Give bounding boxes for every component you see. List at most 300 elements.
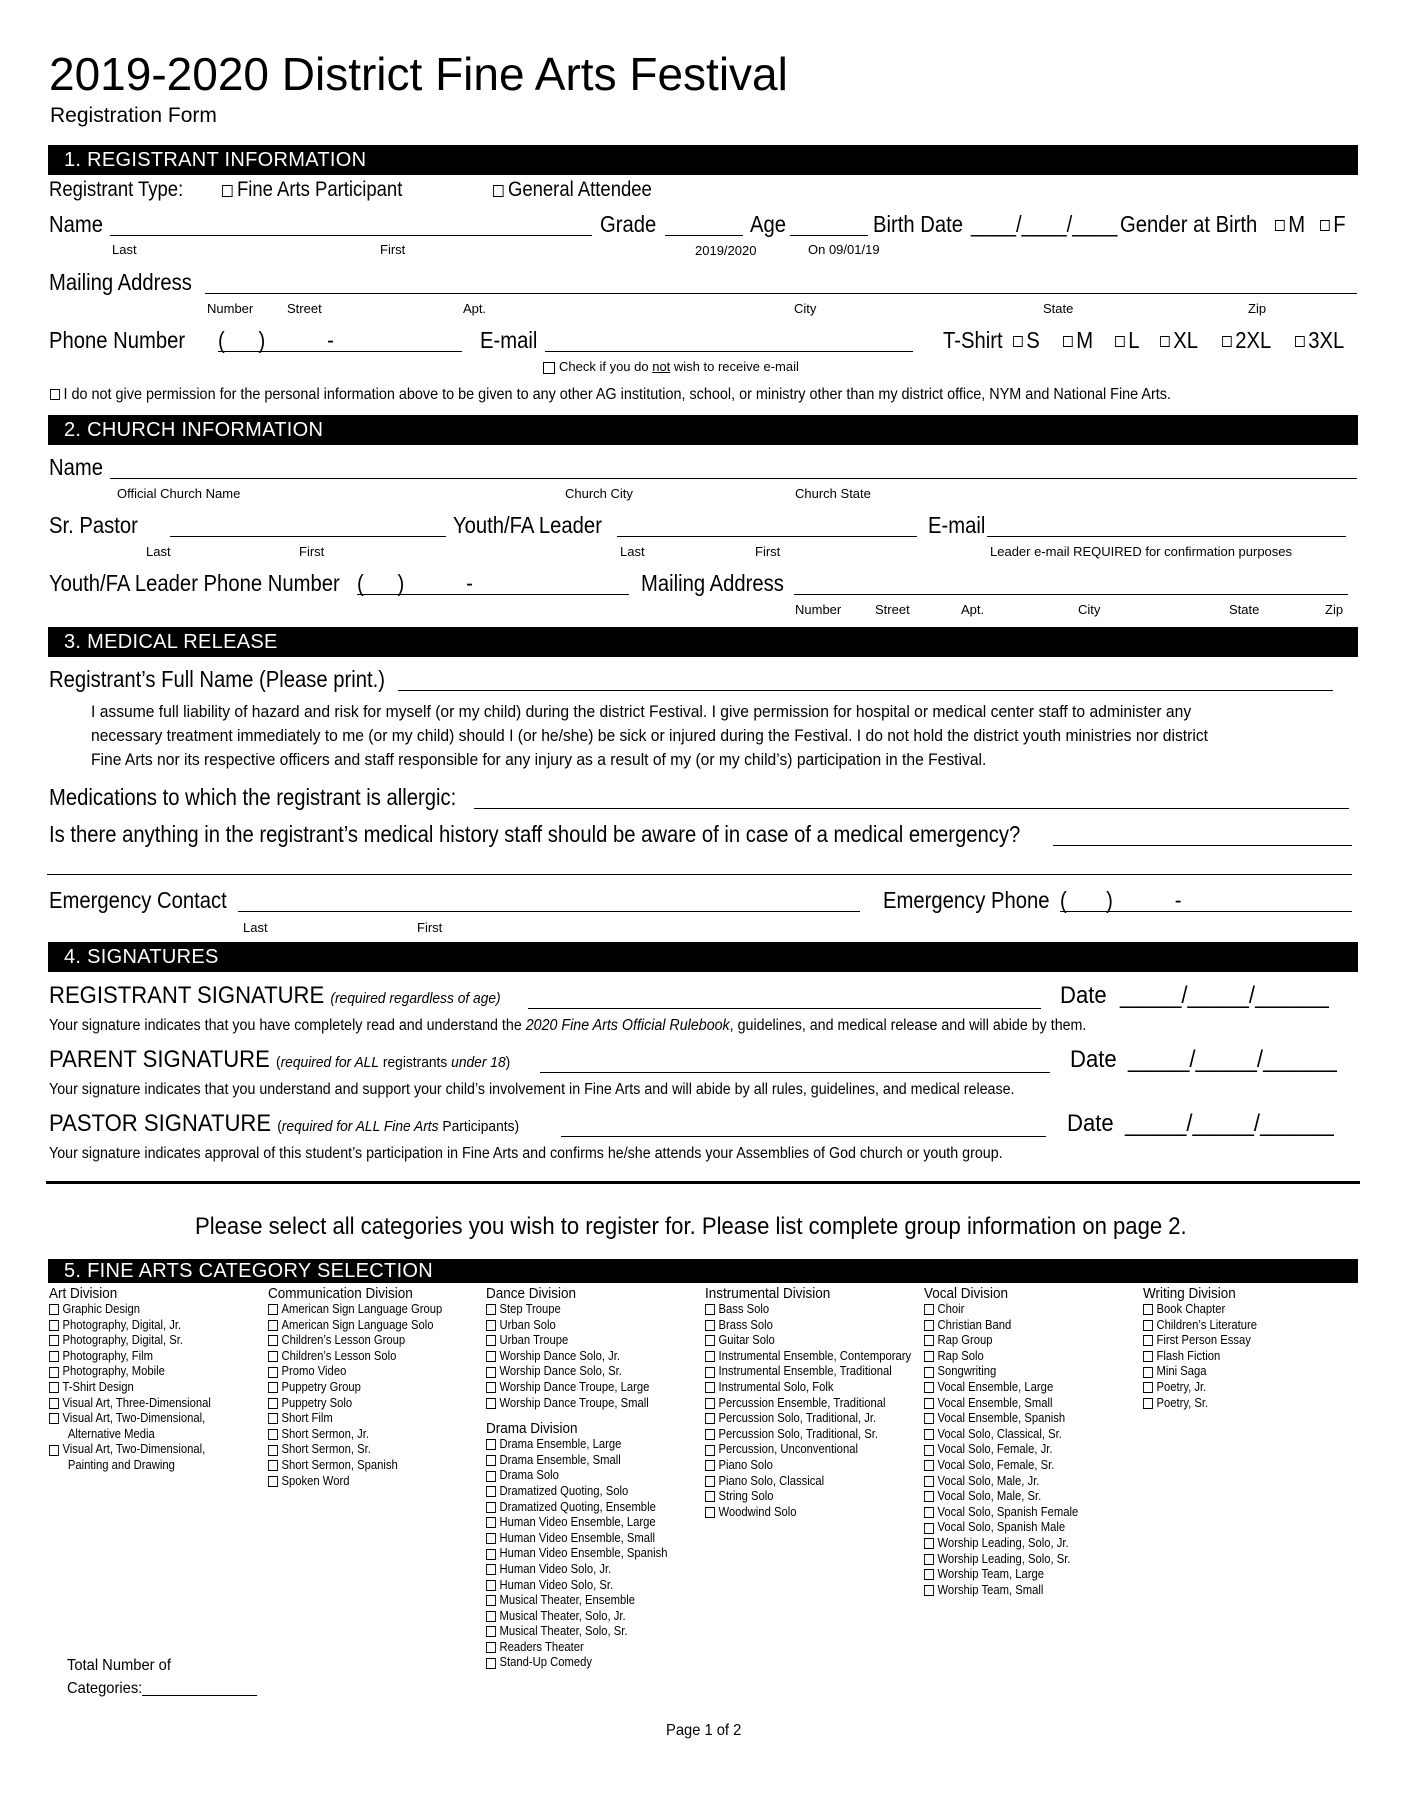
category-item[interactable]: American Sign Language Group — [268, 1302, 442, 1318]
privacy-checkbox[interactable] — [50, 389, 60, 400]
category-checkbox[interactable] — [486, 1455, 496, 1466]
sub-church-zip: Zip — [1325, 602, 1344, 617]
category-checkbox[interactable] — [705, 1367, 715, 1378]
category-checkbox[interactable] — [1143, 1351, 1153, 1362]
vocal-division-heading: Vocal Division — [924, 1285, 1009, 1302]
category-checkbox[interactable] — [924, 1398, 934, 1409]
size-xl-checkbox[interactable] — [1160, 336, 1170, 347]
category-checkbox[interactable] — [268, 1445, 278, 1456]
category-item[interactable]: Drama Ensemble, Large — [486, 1437, 668, 1453]
email-optout-checkbox[interactable] — [543, 362, 555, 374]
emergency-contact-field[interactable] — [238, 911, 860, 912]
sub-church-state2: State — [1229, 602, 1260, 617]
category-item[interactable]: Musical Theater, Solo, Jr. — [486, 1609, 668, 1625]
category-item[interactable]: Piano Solo, Classical — [705, 1474, 911, 1490]
category-item[interactable]: Woodwind Solo — [705, 1505, 911, 1521]
sub-leader-first: First — [755, 544, 781, 559]
category-checkbox[interactable] — [49, 1304, 59, 1315]
category-checkbox[interactable] — [49, 1335, 59, 1346]
category-checkbox[interactable] — [705, 1491, 715, 1502]
category-checkbox[interactable] — [486, 1658, 496, 1669]
category-item[interactable]: Rap Group — [924, 1333, 1078, 1349]
category-item[interactable]: Worship Dance Solo, Jr. — [486, 1349, 668, 1365]
category-item[interactable]: Vocal Solo, Spanish Male — [924, 1520, 1078, 1536]
category-item[interactable]: Photography, Mobile — [49, 1364, 211, 1380]
category-checkbox[interactable] — [486, 1611, 496, 1622]
category-checkbox[interactable] — [486, 1382, 496, 1393]
parent-date-field[interactable]: _____/_____/______ — [1128, 1046, 1337, 1073]
category-item[interactable]: Vocal Solo, Female, Sr. — [924, 1458, 1078, 1474]
category-checkbox[interactable] — [49, 1445, 59, 1456]
category-checkbox[interactable] — [924, 1304, 934, 1315]
category-checkbox[interactable] — [705, 1445, 715, 1456]
size-2xl-checkbox[interactable] — [1222, 336, 1232, 347]
registrant-signature-field[interactable] — [528, 1008, 1041, 1009]
category-checkbox[interactable] — [924, 1585, 934, 1596]
category-item[interactable]: American Sign Language Solo — [268, 1318, 442, 1334]
option-fine-arts-participant[interactable]: Fine Arts Participant — [222, 176, 402, 204]
tshirt-size-l[interactable]: L — [1115, 326, 1139, 354]
size-s-checkbox[interactable] — [1013, 336, 1023, 347]
category-checkbox[interactable] — [486, 1580, 496, 1591]
sub-church-apt: Apt. — [961, 602, 985, 617]
category-checkbox[interactable] — [924, 1351, 934, 1362]
art-division — [49, 1285, 229, 1474]
category-item[interactable]: Worship Dance Troupe, Large — [486, 1380, 668, 1396]
category-item[interactable]: Vocal Solo, Female, Jr. — [924, 1442, 1078, 1458]
category-checkbox[interactable] — [486, 1642, 496, 1653]
youth-leader-label: Youth/FA Leader — [453, 512, 602, 538]
category-checkbox[interactable] — [705, 1351, 715, 1362]
category-item[interactable]: Puppetry Group — [268, 1380, 442, 1396]
section-bar-medical: 3. MEDICAL RELEASE — [48, 627, 1358, 657]
sr-pastor-field[interactable] — [170, 536, 446, 537]
gender-label: Gender at Birth — [1120, 211, 1258, 237]
vocal-division — [924, 1285, 1095, 1598]
category-item[interactable]: Urban Troupe — [486, 1333, 668, 1349]
registrant-type-label: Registrant Type: — [49, 178, 184, 201]
category-checkbox[interactable] — [486, 1335, 496, 1346]
allergies-label: Medications to which the registrant is allergic: — [49, 784, 457, 810]
leader-phone-label: Youth/FA Leader Phone Number — [49, 570, 340, 596]
sub-street: Street — [287, 301, 322, 316]
category-item[interactable]: Vocal Solo, Male, Jr. — [924, 1474, 1078, 1490]
category-checkbox[interactable] — [268, 1398, 278, 1409]
tshirt-size-2xl[interactable]: 2XL — [1222, 326, 1271, 354]
category-item[interactable]: Dramatized Quoting, Solo — [486, 1484, 668, 1500]
category-item[interactable]: Step Troupe — [486, 1302, 668, 1318]
category-item[interactable]: Rap Solo — [924, 1349, 1078, 1365]
pastor-date-field[interactable]: _____/_____/______ — [1125, 1110, 1334, 1137]
leader-email-field[interactable] — [987, 536, 1346, 537]
category-checkbox[interactable] — [486, 1595, 496, 1606]
category-item[interactable]: Visual Art, Three-Dimensional — [49, 1396, 211, 1412]
category-checkbox[interactable] — [924, 1476, 934, 1487]
category-checkbox[interactable] — [49, 1320, 59, 1331]
phone-field[interactable]: ( ) - — [218, 327, 334, 353]
section-bar-signatures: 4. SIGNATURES — [48, 942, 1358, 972]
name-label: Name — [49, 211, 103, 237]
allergies-field[interactable] — [474, 808, 1349, 809]
category-item[interactable]: Short Sermon, Jr. — [268, 1427, 442, 1443]
category-item[interactable]: T-Shirt Design — [49, 1380, 211, 1396]
category-checkbox[interactable] — [1143, 1335, 1153, 1346]
sub-emergency-last: Last — [243, 920, 268, 935]
category-checkbox[interactable] — [268, 1351, 278, 1362]
leader-email-label: E-mail — [928, 512, 986, 538]
leader-phone-field[interactable]: ( ) - — [357, 570, 473, 596]
category-item[interactable]: Drama Solo — [486, 1468, 668, 1484]
category-item[interactable]: Photography, Digital, Sr. — [49, 1333, 211, 1349]
category-checkbox[interactable] — [705, 1413, 715, 1424]
category-item[interactable]: Short Sermon, Sr. — [268, 1442, 442, 1458]
sub-emergency-first: First — [417, 920, 443, 935]
category-item[interactable]: Vocal Solo, Classical, Sr. — [924, 1427, 1078, 1443]
registrant-date-field[interactable]: _____/_____/______ — [1120, 982, 1329, 1009]
participant-checkbox[interactable] — [222, 185, 233, 197]
art-item-continuation: Alternative Media — [67, 1426, 155, 1441]
category-checkbox[interactable] — [924, 1538, 934, 1549]
gender-f-option[interactable]: F — [1320, 210, 1346, 238]
category-checkbox[interactable] — [924, 1320, 934, 1331]
category-item[interactable]: Flash Fiction — [1143, 1349, 1257, 1365]
writing-division-heading: Writing Division — [1143, 1285, 1236, 1302]
category-item[interactable]: Children’s Literature — [1143, 1318, 1257, 1334]
pastor-signature-field[interactable] — [561, 1136, 1046, 1137]
church-mailing-label: Mailing Address — [641, 570, 784, 596]
category-checkbox[interactable] — [924, 1460, 934, 1471]
name-field[interactable] — [110, 235, 592, 236]
category-item[interactable]: Poetry, Jr. — [1143, 1380, 1257, 1396]
grade-label: Grade — [600, 211, 657, 237]
category-checkbox[interactable] — [924, 1367, 934, 1378]
sub-pastor-last: Last — [146, 544, 171, 559]
page-number: Page 1 of 2 — [666, 1722, 742, 1739]
email-label: E-mail — [480, 327, 538, 353]
category-checkbox[interactable] — [924, 1413, 934, 1424]
sub-first: First — [380, 242, 406, 257]
category-item[interactable]: Percussion Ensemble, Traditional — [705, 1396, 911, 1412]
category-item[interactable]: Mini Saga — [1143, 1364, 1257, 1380]
grade-field[interactable] — [665, 235, 743, 236]
pastor-signature-label: PASTOR SIGNATURE (required for ALL Fine Arts Participants) — [49, 1110, 520, 1137]
category-item[interactable]: Book Chapter — [1143, 1302, 1257, 1318]
sub-official-church: Official Church Name — [117, 486, 241, 501]
category-item[interactable]: Drama Ensemble, Small — [486, 1453, 668, 1469]
full-name-field[interactable] — [398, 690, 1333, 691]
category-checkbox[interactable] — [486, 1517, 496, 1528]
category-checkbox[interactable] — [486, 1471, 496, 1482]
drama-division-heading: Drama Division — [486, 1420, 578, 1438]
category-checkbox[interactable] — [705, 1507, 715, 1518]
full-name-label: Registrant’s Full Name (Please print.) — [49, 666, 385, 692]
category-checkbox[interactable] — [268, 1304, 278, 1315]
category-checkbox[interactable] — [1143, 1367, 1153, 1378]
email-field[interactable] — [545, 351, 913, 352]
church-name-field[interactable] — [110, 478, 1357, 479]
category-checkbox[interactable] — [268, 1476, 278, 1487]
section-bar-church: 2. CHURCH INFORMATION — [48, 415, 1358, 445]
art-item-continuation: Painting and Drawing — [67, 1457, 175, 1472]
sub-apt: Apt. — [463, 301, 487, 316]
category-checkbox[interactable] — [486, 1351, 496, 1362]
parent-signature-label: PARENT SIGNATURE (required for ALL registrants under 18) — [49, 1046, 511, 1073]
gender-f-checkbox[interactable] — [1320, 220, 1330, 231]
page-subtitle: Registration Form — [50, 104, 217, 127]
category-checkbox[interactable] — [705, 1335, 715, 1346]
tshirt-size-xl[interactable]: XL — [1160, 326, 1198, 354]
parent-signature-note: Your signature indicates that you understand and support your child’s involvement in Fine Arts and will abide by all rules, guidelines, and medical release. — [49, 1081, 1015, 1098]
category-checkbox[interactable] — [1143, 1320, 1153, 1331]
sub-church-city: Church City — [565, 486, 633, 501]
sub-leader-email-note: Leader e-mail REQUIRED for confirmation purposes — [990, 544, 1293, 559]
medical-history-field[interactable] — [1053, 845, 1352, 846]
sub-grade: 2019/2020 — [695, 243, 757, 258]
category-item[interactable]: Vocal Solo, Spanish Female — [924, 1505, 1078, 1521]
category-checkbox[interactable] — [1143, 1398, 1153, 1409]
sub-city: City — [794, 301, 817, 316]
age-field[interactable] — [790, 235, 868, 236]
age-label: Age — [750, 211, 787, 237]
category-item[interactable]: Dramatized Quoting, Ensemble — [486, 1500, 668, 1516]
category-checkbox[interactable] — [924, 1554, 934, 1565]
category-item[interactable]: Christian Band — [924, 1318, 1078, 1334]
category-item[interactable]: Visual Art, Two-Dimensional, — [49, 1442, 211, 1458]
category-item[interactable]: Human Video Ensemble, Small — [486, 1531, 668, 1547]
category-checkbox[interactable] — [486, 1564, 496, 1575]
category-checkbox[interactable] — [486, 1367, 496, 1378]
category-item[interactable]: Spoken Word — [268, 1474, 442, 1490]
sub-pastor-first: First — [299, 544, 325, 559]
category-checkbox[interactable] — [49, 1367, 59, 1378]
category-checkbox[interactable] — [268, 1413, 278, 1424]
medical-history-label: Is there anything in the registrant’s medical history staff should be aware of in case of a medical emergency? — [49, 821, 1021, 847]
category-checkbox[interactable] — [924, 1507, 934, 1518]
communication-division-heading: Communication Division — [268, 1285, 413, 1302]
category-item[interactable]: Instrumental Solo, Folk — [705, 1380, 911, 1396]
tshirt-label: T-Shirt — [943, 327, 1003, 353]
category-item[interactable]: Children’s Lesson Solo — [268, 1349, 442, 1365]
category-item[interactable]: Short Sermon, Spanish — [268, 1458, 442, 1474]
sub-church-number: Number — [795, 602, 842, 617]
category-item[interactable]: Promo Video — [268, 1364, 442, 1380]
category-checkbox[interactable] — [924, 1335, 934, 1346]
total-categories[interactable]: Total Number of Categories:______________ — [67, 1657, 257, 1697]
category-checkbox[interactable] — [924, 1445, 934, 1456]
category-item[interactable]: Percussion Solo, Traditional, Jr. — [705, 1411, 911, 1427]
category-checkbox[interactable] — [268, 1382, 278, 1393]
sr-pastor-label: Sr. Pastor — [49, 512, 138, 538]
category-checkbox[interactable] — [268, 1320, 278, 1331]
category-checkbox[interactable] — [486, 1304, 496, 1315]
category-checkbox[interactable] — [924, 1523, 934, 1534]
church-mailing-field[interactable] — [794, 594, 1348, 595]
registrant-signature-note: Your signature indicates that you have completely read and understand the 2020 Fine Arts Official Rulebook, guidelines, and medical release and will abide by them. — [49, 1017, 1087, 1034]
category-checkbox[interactable] — [268, 1460, 278, 1471]
category-item[interactable]: Photography, Digital, Jr. — [49, 1318, 211, 1334]
section-divider — [46, 1181, 1360, 1184]
category-checkbox[interactable] — [705, 1429, 715, 1440]
category-checkbox[interactable] — [705, 1476, 715, 1487]
category-item[interactable]: Graphic Design — [49, 1302, 211, 1318]
dance-division-heading: Dance Division — [486, 1285, 577, 1302]
privacy-permission[interactable]: I do not give permission for the personal information above to be given to any other AG institution, school, or ministry other than my district office, NYM and National Fine Arts. — [50, 385, 1171, 404]
category-item[interactable]: Instrumental Ensemble, Traditional — [705, 1364, 911, 1380]
emergency-phone-field[interactable]: ( ) - — [1060, 887, 1182, 913]
category-item[interactable]: Children’s Lesson Group — [268, 1333, 442, 1349]
sub-number: Number — [207, 301, 254, 316]
birth-date-label: Birth Date — [873, 211, 963, 237]
category-item[interactable]: Instrumental Ensemble, Contemporary — [705, 1349, 911, 1365]
sub-church-street: Street — [875, 602, 910, 617]
category-checkbox[interactable] — [49, 1382, 59, 1393]
church-name-label: Name — [49, 454, 103, 480]
category-checkbox[interactable] — [486, 1533, 496, 1544]
category-checkbox[interactable] — [924, 1382, 934, 1393]
leader-phone-underline — [357, 594, 629, 595]
category-checkbox[interactable] — [705, 1460, 715, 1471]
sub-last: Last — [112, 242, 137, 257]
tshirt-size-m[interactable]: M — [1063, 326, 1093, 354]
category-checkbox[interactable] — [268, 1429, 278, 1440]
email-optout[interactable]: Check if you do not wish to receive e-mail — [543, 359, 799, 374]
medical-history-field-2[interactable] — [47, 874, 1352, 875]
category-checkbox[interactable] — [49, 1398, 59, 1409]
birth-date-field[interactable]: ____/____/____ — [971, 211, 1118, 237]
emergency-phone-underline — [1060, 911, 1352, 912]
gender-m-option[interactable]: M — [1275, 210, 1305, 238]
sub-zip: Zip — [1248, 301, 1267, 316]
category-checkbox[interactable] — [1143, 1382, 1153, 1393]
section-bar-registrant: 1. REGISTRANT INFORMATION — [48, 145, 1358, 175]
category-checkbox[interactable] — [486, 1398, 496, 1409]
category-item[interactable]: Urban Solo — [486, 1318, 668, 1334]
phone-underline — [218, 351, 462, 352]
category-item[interactable]: Piano Solo — [705, 1458, 911, 1474]
category-item[interactable]: Guitar Solo — [705, 1333, 911, 1349]
tshirt-size-3xl[interactable]: 3XL — [1295, 326, 1344, 354]
instrumental-division-heading: Instrumental Division — [705, 1285, 831, 1302]
category-item[interactable]: Photography, Film — [49, 1349, 211, 1365]
category-item[interactable]: Worship Dance Solo, Sr. — [486, 1364, 668, 1380]
registrant-signature-label: REGISTRANT SIGNATURE (required regardless of age) — [49, 982, 501, 1009]
category-checkbox[interactable] — [705, 1304, 715, 1315]
tshirt-size-s[interactable]: S — [1013, 326, 1040, 354]
category-item[interactable]: Human Video Ensemble, Spanish — [486, 1546, 668, 1562]
category-item[interactable]: Musical Theater, Ensemble — [486, 1593, 668, 1609]
attendee-checkbox[interactable] — [493, 185, 504, 197]
mailing-address-label: Mailing Address — [49, 269, 192, 295]
category-item[interactable]: Vocal Ensemble, Large — [924, 1380, 1078, 1396]
category-item[interactable]: Visual Art, Two-Dimensional, — [49, 1411, 211, 1427]
category-item[interactable]: Human Video Solo, Jr. — [486, 1562, 668, 1578]
size-l-checkbox[interactable] — [1115, 336, 1125, 347]
size-3xl-checkbox[interactable] — [1295, 336, 1305, 347]
category-checkbox[interactable] — [486, 1502, 496, 1513]
category-checkbox[interactable] — [486, 1439, 496, 1450]
liability-paragraph: I assume full liability of hazard and risk for myself (or my child) during the district Festival. I give permission for hospital or medical center staff to administer any necessary treatment immediately to me (or my child) should I (or he/she) be sick or injured during the Festival. I do not hold the district youth ministries nor district Fine Arts nor its respective officers and staff responsible for any injury as a result of my (or my child’s) participation in the Festival. — [91, 702, 1208, 769]
category-item[interactable]: Worship Leading, Solo, Jr. — [924, 1536, 1078, 1552]
category-item[interactable]: String Solo — [705, 1489, 911, 1505]
category-item[interactable]: Vocal Solo, Male, Sr. — [924, 1489, 1078, 1505]
instrumental-division — [705, 1285, 934, 1520]
category-checkbox[interactable] — [924, 1491, 934, 1502]
page-title: 2019-2020 District Fine Arts Festival — [49, 48, 788, 100]
writing-division — [1143, 1285, 1270, 1411]
category-item[interactable]: Human Video Solo, Sr. — [486, 1578, 668, 1594]
sub-state: State — [1043, 301, 1074, 316]
category-item[interactable]: Stand-Up Comedy — [486, 1655, 668, 1671]
category-item[interactable]: Readers Theater — [486, 1640, 668, 1656]
sub-leader-last: Last — [620, 544, 645, 559]
emergency-contact-label: Emergency Contact — [49, 887, 227, 913]
category-item[interactable]: Worship Dance Troupe, Small — [486, 1396, 668, 1412]
category-item[interactable]: Short Film — [268, 1411, 442, 1427]
category-checkbox[interactable] — [705, 1320, 715, 1331]
option-general-attendee[interactable]: General Attendee — [493, 176, 652, 204]
sub-church-state: Church State — [795, 486, 871, 501]
category-item[interactable]: Vocal Ensemble, Small — [924, 1396, 1078, 1412]
art-division-heading: Art Division — [49, 1285, 118, 1302]
category-checkbox[interactable] — [49, 1351, 59, 1362]
category-checkbox[interactable] — [1143, 1304, 1153, 1315]
category-checkbox[interactable] — [924, 1429, 934, 1440]
youth-leader-field[interactable] — [617, 536, 917, 537]
category-checkbox[interactable] — [705, 1382, 715, 1393]
mailing-address-field[interactable] — [205, 293, 1357, 294]
section-bar-categories: 5. FINE ARTS CATEGORY SELECTION — [48, 1259, 1358, 1283]
phone-label: Phone Number — [49, 327, 186, 353]
category-item[interactable]: Songwriting — [924, 1364, 1078, 1380]
category-checkbox[interactable] — [486, 1626, 496, 1637]
category-item[interactable]: Percussion Solo, Traditional, Sr. — [705, 1427, 911, 1443]
category-item[interactable]: Percussion, Unconventional — [705, 1442, 911, 1458]
pastor-date-label: Date — [1067, 1110, 1114, 1137]
registrant-date-label: Date — [1060, 982, 1107, 1009]
category-item[interactable]: Human Video Ensemble, Large — [486, 1515, 668, 1531]
sub-age: On 09/01/19 — [808, 242, 880, 257]
category-checkbox[interactable] — [924, 1569, 934, 1580]
communication-division — [268, 1285, 462, 1489]
parent-date-label: Date — [1070, 1046, 1117, 1073]
gender-m-checkbox[interactable] — [1275, 220, 1285, 231]
category-checkbox[interactable] — [486, 1549, 496, 1560]
sub-church-city2: City — [1078, 602, 1101, 617]
category-item[interactable]: Choir — [924, 1302, 1078, 1318]
category-instructions: Please select all categories you wish to register for. Please list complete group information on page 2. — [195, 1213, 1187, 1240]
size-m-checkbox[interactable] — [1063, 336, 1073, 347]
category-item[interactable]: Worship Team, Small — [924, 1583, 1078, 1599]
category-checkbox[interactable] — [486, 1320, 496, 1331]
category-item[interactable]: Puppetry Solo — [268, 1396, 442, 1412]
pastor-signature-note: Your signature indicates approval of this student’s participation in Fine Arts and confirms he/she attends your Assemblies of God church or youth group. — [49, 1145, 1003, 1162]
category-item[interactable]: First Person Essay — [1143, 1333, 1257, 1349]
category-checkbox[interactable] — [49, 1413, 59, 1424]
category-item[interactable]: Brass Solo — [705, 1318, 911, 1334]
category-checkbox[interactable] — [486, 1486, 496, 1497]
parent-signature-field[interactable] — [540, 1072, 1050, 1073]
category-item[interactable]: Poetry, Sr. — [1143, 1396, 1257, 1412]
category-item[interactable]: Worship Team, Large — [924, 1567, 1078, 1583]
category-item[interactable]: Bass Solo — [705, 1302, 911, 1318]
category-item[interactable]: Worship Leading, Solo, Sr. — [924, 1552, 1078, 1568]
category-item[interactable]: Vocal Ensemble, Spanish — [924, 1411, 1078, 1427]
category-checkbox[interactable] — [705, 1398, 715, 1409]
category-checkbox[interactable] — [268, 1367, 278, 1378]
emergency-phone-label: Emergency Phone — [883, 887, 1050, 913]
category-item[interactable]: Musical Theater, Solo, Sr. — [486, 1624, 668, 1640]
category-checkbox[interactable] — [268, 1335, 278, 1346]
